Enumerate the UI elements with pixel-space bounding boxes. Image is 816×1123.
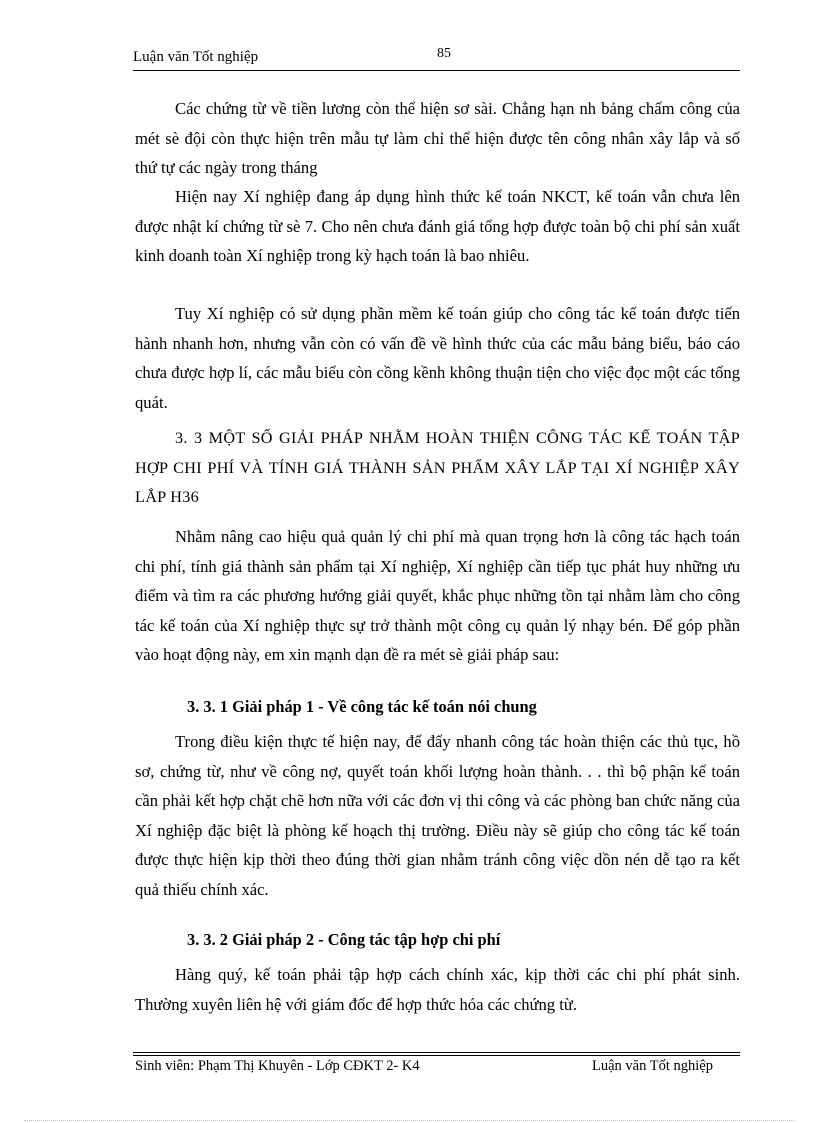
section-heading: 3. 3 MỘT SỐ GIẢI PHÁP NHẰM HOÀN THIỆN CÔNG TÁC KẾ TOÁN TẬP HỢP CHI PHÍ VÀ TÍNH GIÁ THÀNH SẢN PHẨM XÂY LẮP TẠI XÍ NGHIỆP XÂY LẮP H36 [135,429,740,506]
paragraph-1: Các chứng từ về tiền lương còn thể hiện sơ sài. Chẳng hạn nh bảng chấm công của mét sè đội còn thực hiện trên mẫu tự làm chỉ thể hiện được tên công nhân xây lắp và số thứ tự các ngày trong tháng [135,99,740,177]
header-title: Luận văn Tốt nghiệp [133,49,259,65]
page-number: 85 [437,46,451,61]
footer-title: Luận văn Tốt nghiệp [592,1058,713,1074]
subsection-heading-1: 3. 3. 1 Giải pháp 1 - Về công tác kế toán nói chung [187,697,537,716]
paragraph-4: Nhằm nâng cao hiệu quả quản lý chi phí mà quan trọng hơn là công tác hạch toán chi phí, tính giá thành sản phẩm tại Xí nghiệp, Xí nghiệp cần tiếp tục phát huy những ưu điểm và tìm ra các phương hướng giải quyết, khắc phục những tồn tại nhằm làm cho công tác kế toán của Xí nghiệp thực sự trở thành một công cụ quản lý nhạy bén. Để góp phần vào hoạt động này, em xin mạnh dạn đề ra mét sè giải pháp sau: [135,527,740,664]
paragraph-3: Tuy Xí nghiệp có sử dụng phần mềm kế toán giúp cho công tác kế toán được tiến hành nhanh hơn, nhưng vẫn còn có vấn đề về hình thức của các mẫu bảng biểu, báo cáo chưa được hợp lí, các mẫu biểu còn cồng kềnh không thuận tiện cho việc đọc một các tổng quát. [135,304,740,412]
header-rule [133,70,740,71]
paragraph-6: Hàng quý, kế toán phải tập hợp cách chính xác, kịp thời các chi phí phát sinh. Thường xuyên liên hệ với giám đốc để hợp thức hóa các chứng từ. [135,965,740,1014]
subsection-heading-2: 3. 3. 2 Giải pháp 2 - Công tác tập hợp chi phí [187,930,501,949]
paragraph-2: Hiện nay Xí nghiệp đang áp dụng hình thức kế toán NKCT, kế toán vẫn chưa lên được nhật kí chứng từ sè 7. Cho nên chưa đánh giá tổng hợp được toàn bộ chi phí sản xuất kinh doanh toàn Xí nghiệp trong kỳ hạch toán là bao nhiêu. [135,187,740,265]
page-edge-dots [24,1120,794,1121]
footer-student: Sinh viên: Phạm Thị Khuyên - Lớp CĐKT 2- K4 [135,1058,420,1074]
footer-rule-bottom [133,1055,740,1056]
paragraph-5: Trong điều kiện thực tế hiện nay, để đẩy nhanh công tác hoàn thiện các thủ tục, hồ sơ, chứng từ, như về công nợ, quyết toán khối lượng hoàn thành. . . thì bộ phận kế toán cần phải kết hợp chặt chẽ hơn nữa với các đơn vị thi công và các phòng ban chức năng của Xí nghiệp đặc biệt là phòng kế hoạch thị trường. Điều này sẽ giúp cho công tác kế toán được thực hiện kịp thời theo đúng thời gian nhằm tránh công việc dồn nén dễ tạo ra kết quả thiếu chính xác. [135,732,740,899]
footer-rule-top [133,1052,740,1053]
